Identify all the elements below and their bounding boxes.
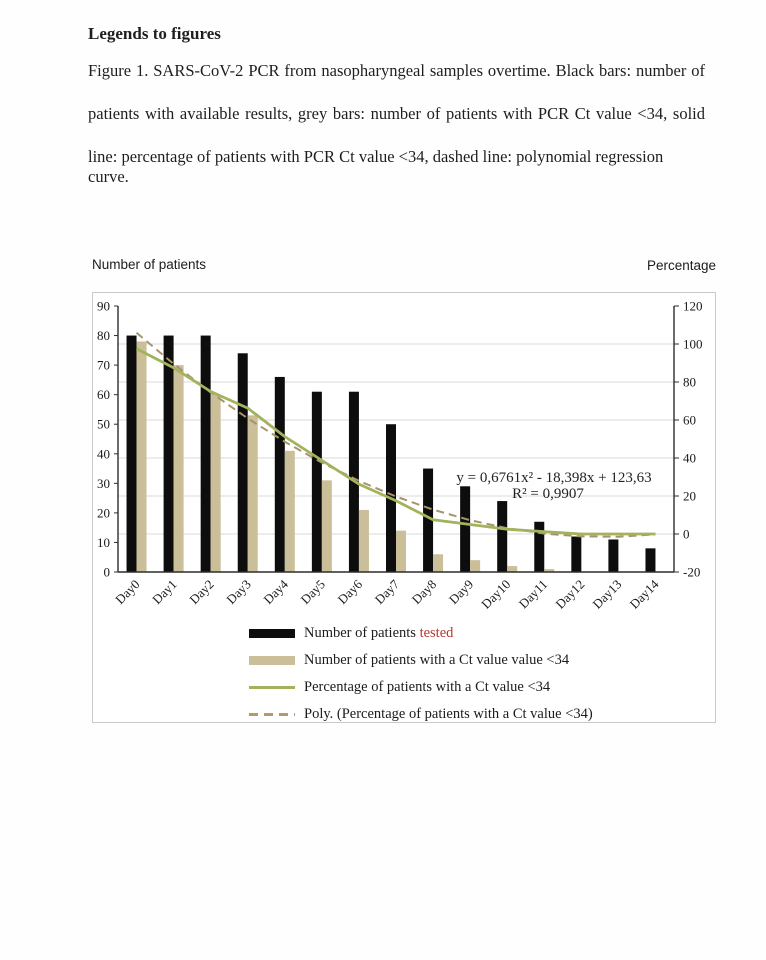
legend-swatch-bar (249, 629, 295, 638)
bars-patients-tested (127, 336, 656, 572)
legend-swatch-bar (249, 656, 295, 665)
figure-caption-line-3: line: percentage of patients with PCR Ct value <34, dashed line: polynomial regression curve. (88, 147, 664, 186)
svg-text:Day1: Day1 (149, 576, 180, 608)
svg-text:Day4: Day4 (260, 576, 291, 608)
svg-text:40: 40 (97, 446, 110, 462)
svg-text:10: 10 (97, 534, 110, 550)
svg-text:Day13: Day13 (589, 576, 625, 612)
x-axis-labels (112, 576, 662, 611)
svg-text:y = 0,6761x² - 18,398x + 123,6: y = 0,6761x² - 18,398x + 123,63 (456, 470, 652, 486)
svg-text:100: 100 (683, 336, 703, 352)
svg-text:Day3: Day3 (223, 576, 254, 608)
bars-patients-ct-lt34 (137, 341, 555, 572)
svg-text:0: 0 (683, 526, 690, 542)
svg-text:Day11: Day11 (515, 576, 551, 612)
svg-text:Day10: Day10 (478, 576, 514, 612)
svg-text:Day2: Day2 (186, 576, 217, 608)
section-heading: Legends to figures (88, 24, 221, 43)
svg-text:Day7: Day7 (371, 576, 403, 608)
svg-text:120: 120 (683, 298, 703, 314)
svg-text:20: 20 (683, 488, 696, 504)
svg-text:90: 90 (97, 298, 110, 314)
svg-text:80: 80 (97, 328, 110, 344)
svg-text:Day14: Day14 (626, 576, 662, 612)
svg-text:60: 60 (97, 387, 110, 403)
svg-text:30: 30 (97, 475, 110, 491)
legend-swatch-dash (249, 713, 295, 716)
figure-caption-line-1: Figure 1. SARS-CoV-2 PCR from nasopharyngeal samples overtime. Black bars: number of (88, 61, 705, 80)
svg-text:60: 60 (683, 412, 696, 428)
svg-text:0: 0 (103, 564, 110, 580)
legend-item (249, 678, 593, 697)
svg-text:40: 40 (683, 450, 696, 466)
figure1-chart-frame (92, 292, 716, 723)
chart-legend (249, 624, 593, 732)
svg-text:Day8: Day8 (408, 576, 440, 608)
svg-text:20: 20 (97, 505, 110, 521)
legend-label: Number of patients tested (304, 625, 454, 641)
legend-item (249, 705, 593, 724)
legend-label: Number of patients with a Ct value value <34 (304, 652, 570, 668)
svg-text:50: 50 (97, 416, 110, 432)
svg-text:Day6: Day6 (334, 576, 366, 608)
svg-text:Day12: Day12 (552, 576, 588, 612)
legend-label: Percentage of patients with a Ct value <34 (304, 679, 551, 695)
trendline-equation (456, 470, 651, 502)
legend-swatch-line (249, 686, 295, 689)
right-axis-title: Percentage (646, 258, 716, 273)
svg-text:Day0: Day0 (112, 576, 143, 608)
svg-text:Day9: Day9 (445, 576, 477, 608)
left-axis-title: Number of patients (92, 257, 207, 272)
svg-text:-20: -20 (683, 564, 701, 580)
legend-label: Poly. (Percentage of patients with a Ct value <34) (304, 706, 593, 722)
svg-text:70: 70 (97, 357, 110, 373)
figure-caption-line-2: patients with available results, grey bars: number of patients with PCR Ct value <34, solid (88, 104, 705, 123)
legend-item (249, 651, 593, 670)
svg-text:R² = 0,9907: R² = 0,9907 (512, 486, 584, 502)
legend-item (249, 624, 593, 643)
svg-text:Day5: Day5 (297, 576, 328, 608)
svg-text:80: 80 (683, 374, 696, 390)
